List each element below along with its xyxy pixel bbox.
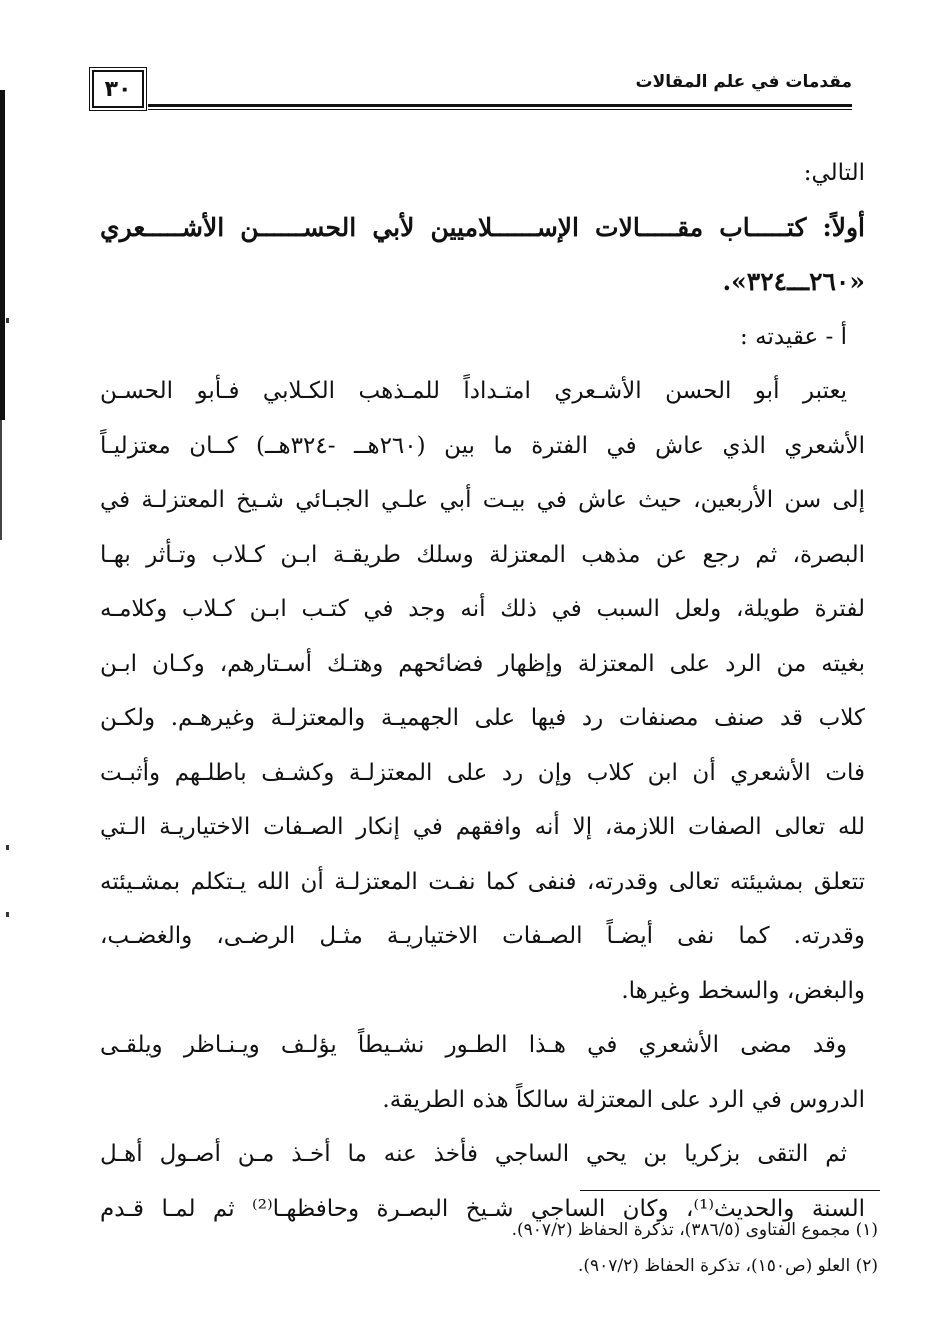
text-line: البصرة، ثم رجع عن مذهب المعتزلة وسلك طريقـة ابـن كـلاب وتـأثر بهـا xyxy=(100,541,865,568)
text-line: يعتبر أبو الحسن الأشـعري امتـداداً للمـذهب الكـلابي فـأبو الحسـن xyxy=(100,378,847,404)
text-line: الدروس في الرد على المعتزلة سالكاً هذه الطريقة. xyxy=(382,1086,865,1113)
text-line: فات الأشعري أن ابن كلاب وإن رد على المعتزلـة وكشـف باطلـهم وأثبـت xyxy=(100,759,865,786)
text-line: كلاب قد صنف مصنفات رد فيها على الجهميـة والمعتزلـة وغيرهـم. ولكـن xyxy=(100,705,865,731)
text-line: تتعلق بمشيئته تعالى وقدرته، فنفى كما نفـت المعتزلـة أن الله يـتكلم بمشـيئته xyxy=(100,868,865,895)
footnotes xyxy=(100,1212,878,1284)
text-line: التالي: xyxy=(803,160,865,186)
scan-edge-shadow-lower xyxy=(0,420,2,540)
text-line: وقد مضى الأشعري في هـذا الطـور نشـيطاً يؤلـف ويـنـاظر ويلقـى xyxy=(100,1032,847,1058)
text-line: الأشعري الذي عاش في الفترة ما بين (٢٦٠هــ -٣٢٤هــ) كــان معتزليـاً xyxy=(100,432,865,459)
text-line: لله تعالى الصفات اللازمة، إلا أنه وافقهم في إنكار الصـفات الاختياريـة الـتي xyxy=(100,814,865,840)
text-line: بغيته من الرد على المعتزلة وإظهار فضائحهم وهتـك أسـتارهم، وكـان ابـن xyxy=(100,650,865,677)
text-line: والبغض، والسخط وغيرها. xyxy=(621,977,865,1004)
text-line: إلى سن الأربعين، حيث عاش في بيـت أبي علـي الجبـائي شـيخ المعتزلـة في xyxy=(100,487,865,513)
scan-speck xyxy=(6,912,9,917)
footnote-1: (١) مجموع الفتاوى (٣٨٦/٥)، تذكرة الحفاظ (٩٠٧/٢). xyxy=(511,1220,878,1240)
book-title: مقدمات في علم المقالات xyxy=(635,72,852,92)
scan-speck xyxy=(6,845,9,850)
header-rule-thin xyxy=(148,109,852,110)
text-line: السنة والحديث⁽¹⁾، وكان الساجي شـيخ البصـرة وحافظهـا⁽²⁾ ثم لمـا قـدم xyxy=(100,1195,865,1222)
scan-edge-shadow xyxy=(0,90,5,420)
subsection-heading: أ - عقيدته : xyxy=(740,323,847,350)
page-number: ٣٠ xyxy=(92,70,144,108)
text-line: لفترة طويلة، ولعل السبب في ذلك أنه وجد في كتـب ابـن كـلاب وكلامـه xyxy=(100,596,865,622)
section-heading: أولاً: كتـــــاب مقـــــالات الإســــــلاميين لأبي الحســــــن الأشـــــعري xyxy=(100,212,865,242)
text-line: ثم التقى بزكريا بن يحي الساجي فأخذ عنه ما أخـذ مـن أصـول أهـل xyxy=(100,1141,847,1167)
text-line: وقدرته. كما نفى أيضـاً الصـفات الاختياريـة مثـل الرضـى، والغضـب، xyxy=(100,923,865,949)
header-rule xyxy=(148,104,852,107)
footnote-separator xyxy=(580,1190,880,1191)
page-header xyxy=(92,70,852,115)
scan-speck xyxy=(6,318,9,323)
body-text xyxy=(100,146,865,1236)
section-heading-dates: «٢٦٠ـــ٣٢٤». xyxy=(722,267,865,296)
footnote-2: (٢) العلو (ص١٥٠)، تذكرة الحفاظ (٩٠٧/٢). xyxy=(577,1256,878,1276)
